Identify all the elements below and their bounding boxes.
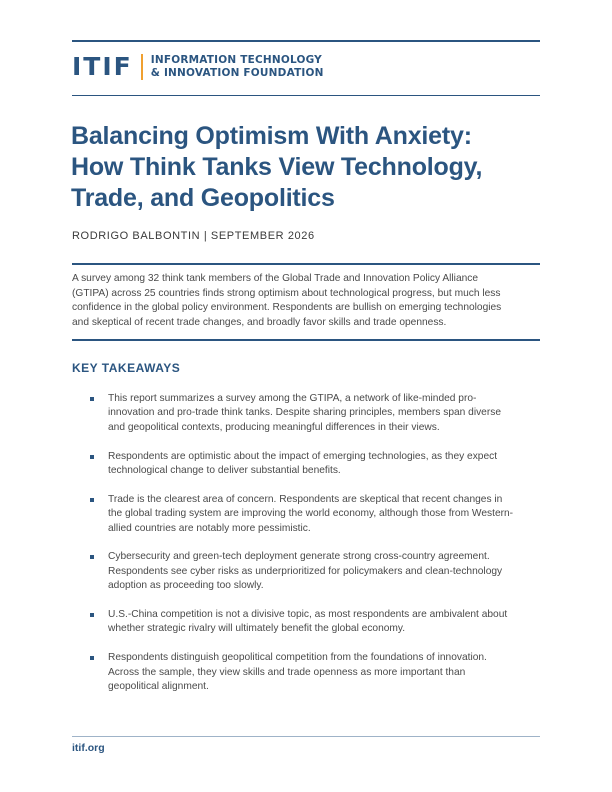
summary-line: and skeptical of recent trade changes, and broadly favor skills and trade openness.	[72, 316, 447, 328]
title-line-1: Balancing Optimism With Anxiety:	[71, 122, 472, 150]
takeaway-line: Trade is the clearest area of concern. Respondents are skeptical that recent changes in	[108, 493, 503, 505]
bullet-icon	[90, 397, 94, 401]
title-line-3: Trade, and Geopolitics	[71, 184, 335, 212]
summary-line: (GTIPA) across 25 countries finds strong optimism about technological progress, but much less	[72, 287, 501, 299]
footer-rule	[72, 736, 540, 737]
header-bottom-rule	[72, 95, 540, 96]
takeaway-line: This report summarizes a survey among the GTIPA, a network of like-minded pro-	[108, 393, 477, 404]
summary-line: confidence in the global policy environment. Respondents are bullish on emerging technologies	[72, 302, 502, 314]
takeaway-line: and geopolitical contexts, producing meaningful differences in their views.	[108, 421, 440, 433]
takeaway-line: Across the sample, they view skills and trade openness as more important than	[108, 666, 466, 678]
takeaway-item	[90, 493, 540, 536]
summary-paragraph	[72, 272, 540, 330]
takeaway-line: innovation and pro-trade think tanks. Despite sharing principles, members span diverse	[108, 407, 501, 419]
report-title	[71, 121, 541, 214]
takeaway-item	[90, 651, 540, 694]
bullet-icon	[90, 656, 94, 660]
takeaway-item	[90, 450, 540, 479]
summary-line: A survey among 32 think tank members of the Global Trade and Innovation Policy Alliance	[72, 273, 479, 284]
takeaway-item	[90, 392, 540, 435]
takeaway-line: technological change to deliver substantial benefits.	[108, 465, 341, 477]
takeaway-line: Respondents distinguish geopolitical competition from the foundations of innovation.	[108, 652, 487, 664]
bullet-icon	[90, 555, 94, 559]
bullet-icon	[90, 455, 94, 459]
logo-divider	[141, 54, 143, 80]
takeaway-line: Respondents see cyber risks as underprioritized for policymakers and clean-technology	[108, 565, 503, 577]
title-line-2: How Think Tanks View Technology,	[71, 153, 483, 181]
key-takeaways-list	[90, 392, 540, 709]
takeaway-line: Respondents are optimistic about the impact of emerging technologies, as they expect	[108, 450, 498, 462]
takeaway-line: allied countries are notably more pessimistic.	[108, 522, 311, 534]
logo-mark: ITIF	[72, 52, 133, 81]
author-date-byline: RODRIGO BALBONTIN | SEPTEMBER 2026	[72, 230, 315, 242]
footer-link[interactable]: itif.org	[72, 742, 105, 754]
takeaway-item	[90, 608, 540, 637]
takeaway-item	[90, 550, 540, 593]
takeaway-line: whether strategic rivalry will ultimately benefit the global economy.	[108, 623, 406, 635]
takeaway-line: adoption as proceeding too slowly.	[108, 580, 264, 592]
header-top-rule	[72, 40, 540, 42]
logo-wordmark	[151, 54, 324, 80]
takeaway-line: the global trading system are improving the world economy, although those from Western-	[108, 508, 514, 520]
logo-line-1: INFORMATION TECHNOLOGY	[150, 54, 322, 66]
logo-line-2: & INNOVATION FOUNDATION	[150, 67, 324, 79]
summary-bottom-rule	[72, 339, 540, 341]
takeaway-line: geopolitical alignment.	[108, 681, 209, 693]
key-takeaways-heading: KEY TAKEAWAYS	[72, 361, 181, 375]
takeaway-line: Cybersecurity and green-tech deployment generate strong cross-country agreement.	[108, 551, 490, 563]
itif-logo[interactable]	[72, 52, 324, 82]
summary-top-rule	[72, 263, 540, 265]
bullet-icon	[90, 498, 94, 502]
takeaway-line: U.S.-China competition is not a divisive topic, as most respondents are ambivalent about	[108, 609, 508, 621]
bullet-icon	[90, 613, 94, 617]
